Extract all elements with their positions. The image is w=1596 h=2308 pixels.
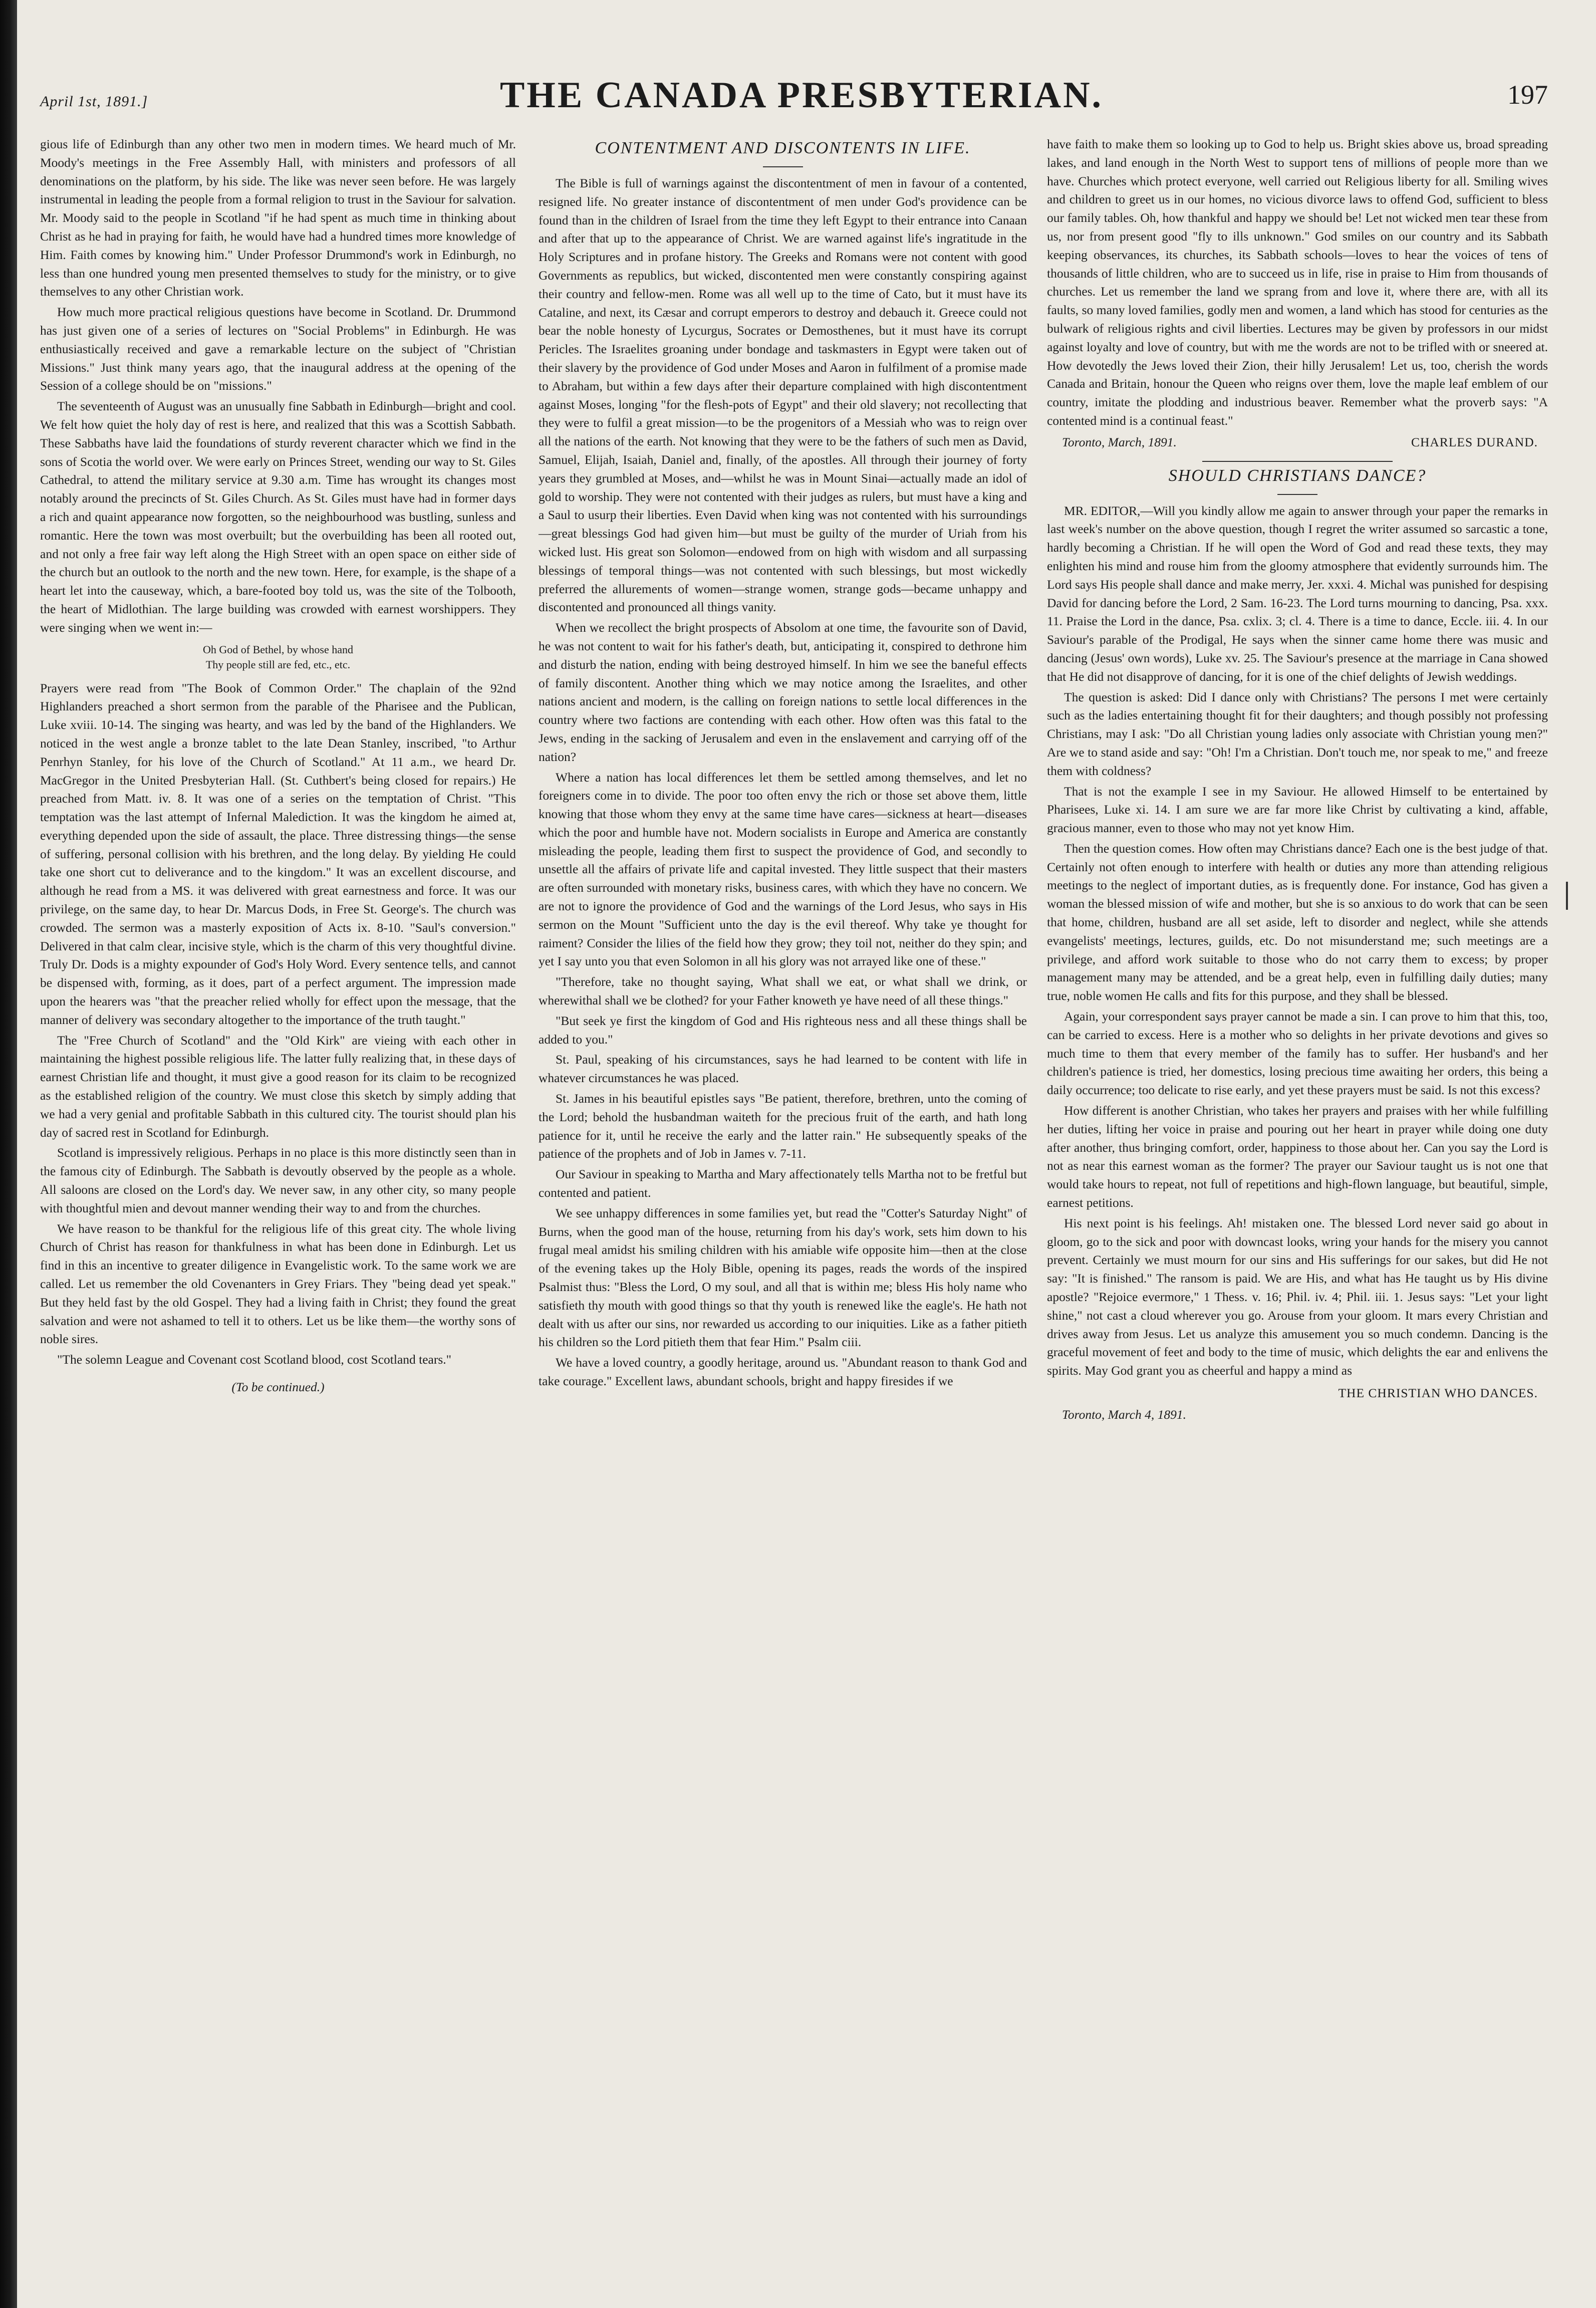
paragraph: We have a loved country, a goodly heritage, around us. "Abundant reason to thank God and take courage." Excellent laws, abundant schools, bright and happy firesides if we bbox=[539, 1355, 1027, 1388]
masthead bbox=[35, 64, 1568, 124]
paragraph: The question is asked: Did I dance only with Christians? The persons I met were certainly such as the ladies entertaining thought fit for their daughters; and though possibly not professing Christians, may I ask: "Do all Christian young ladies only associate with Christian young men?" Are we to stand aside and say: "Oh! I'm a Christian. Don't touch me, nor speak to me," and freeze them with coldness? bbox=[1047, 689, 1548, 778]
paragraph: The "Free Church of Scotland" and the "Old Kirk" are vieing with each other in maintaining the highest possible religious life. The latter fully realizing that, in these days of earnest Christian life and thought, it must give a good reason for its claim to be recognized as the established religion of the country. We must close this sketch by simply adding that we had a very genial and profitable Sabbath in this cultured city. The tourist should plan his day of sacred rest in Scotland for Edinburgh. bbox=[40, 1033, 516, 1140]
scan-edge bbox=[0, 0, 17, 2308]
article-title: SHOULD CHRISTIANS DANCE? bbox=[1168, 466, 1427, 485]
paragraph: St. James in his beautiful epistles says "Be patient, therefore, brethren, unto the coming of the Lord; behold the husbandman waiteth for the precious fruit of the earth, and hath long patience for it, until he receive the early and the latter rain." He subsequently speaks of the patience of the prophets and of Job in James v. 7-11. bbox=[539, 1091, 1027, 1161]
page-number: 197 bbox=[1507, 80, 1548, 110]
article-title: CONTENTMENT AND DISCONTENTS IN LIFE. bbox=[595, 139, 971, 157]
author-signature: CHARLES DURAND. bbox=[1411, 434, 1538, 449]
paragraph: have faith to make them so looking up to God to help us. Bright skies above us, broad spreading lakes, and land enough in the North West to support tens of millions of people more than we have. Churches which protect everyone, well carried out Religious liberty for all. Smiling wives and children to greet us in our homes, no vicious divorce laws to offend God, sufficient to bless our family tables. Oh, how thankful and happy we should be! Let not wicked men tear these from us, nor from present good "fly to ills unknown." God smiles on our country and its Sabbath keeping observances, its churches, its Sabbath schools—loves to hear the voices of tens of thousands of little children, who are to succeed us in life, rise in praise to Him from thousands of churches. Let us remember the land we sprang from and love it, where there are, with all its faults, so many loved families, godly men and women, a land which has stood for centuries as the bulwark of religious rights and civil liberties. Lectures may be given by professors in our midst against loyalty and love of country, but with me the words are not to be trifled with or sneered at. How devotedly the Jews loved their Zion, their hilly Jerusalem! Let us, too, cherish the words Canada and Britain, honour the Queen who reigns over them, love the maple leaf emblem of our country, imitate the plodding and industrious beaver. Remember what the proverb says: "A contented mind is a continual feast." bbox=[1047, 137, 1548, 428]
paragraph: MR. EDITOR,—Will you kindly allow me again to answer through your paper the remarks in last week's number on the above question, though I regret the writer assumed so sarcastic a tone, hardly becoming a Christian. If he will open the Word of God and read these texts, they may enlighten his mind and rouse him from the gloomy atmosphere that evidently surrounds him. The Lord says His people shall dance and make merry, Jer. xxxi. 4. Michal was punished for despising David for dancing before the Lord, 2 Sam. 16-23. The Lord turns mourning to dancing, Psa. xxx. 11. Praise the Lord in the dance, Psa. cxlix. 3; cl. 4. There is a time to dance, Eccle. iii. 4. In our Saviour's parable of the Prodigal, He says when the sinner came home there was music and dancing (Jesus' own words), Luke xv. 25. The Saviour's presence at the marriage in Cana showed that He did not disapprove of dancing, for it is one of the chief delights of Jewish weddings. bbox=[1047, 503, 1548, 684]
paragraph: Our Saviour in speaking to Martha and Mary affectionately tells Martha not to be fretful but contented and patient. bbox=[539, 1167, 1027, 1200]
paragraph: We see unhappy differences in some families yet, but read the "Cotter's Saturday Night" of Burns, when the good man of the house, returning from his day's work, sets him down to his frugal meal amidst his smiling children with his amiable wife opposite him—then at the close of the evening takes up the Holy Bible, opening its pages, reads the words of the inspired Psalmist thus: "Bless the Lord, O my soul, and all that is within me; bless His holy name who satisfieth thy mouth with good things so that thy youth is renewed like the eagle's. He hath not dealt with us after our sins, nor rewarded us according to our iniquities. Like as a father pitieth his children so the Lord pitieth them that fear Him." Psalm ciii. bbox=[539, 1205, 1027, 1350]
author-signature: THE CHRISTIAN WHO DANCES. bbox=[1338, 1386, 1538, 1400]
paragraph: Again, your correspondent says prayer cannot be made a sin. I can prove to him that this, too, can be carried to excess. Here is a mother who so delights in her private devotions and gives so much time to them that every member of the family has to suffer. Her husband's and her children's patience is tried, her domestics, losing precious time awaiting her orders, this being a daily occurrence; too delicate to rise early, and yet these prayers must be said. Is not this excess? bbox=[1047, 1009, 1548, 1098]
issue-date: April 1st, 1891.] bbox=[40, 93, 148, 110]
paragraph: How different is another Christian, who takes her prayers and praises with her while fulfilling her duties, lifting her voice in praise and pouring out her heart in prayer while doing one duty after another, thus bringing comfort, order, happiness to those about her. Can you say the Lord is not as near this earnest woman as the former? The prayer our Saviour taught us is not one that would take hours to repeat, not full of repetitions and high-flown language, but beautiful, simple, earnest petitions. bbox=[1047, 1103, 1548, 1210]
paragraph: "The solemn League and Covenant cost Scotland blood, cost Scotland tears." bbox=[57, 1352, 452, 1367]
margin-mark bbox=[1566, 882, 1568, 910]
paragraph: We have reason to be thankful for the religious life of this great city. The whole living Church of Christ has reason for thankfulness in what has been done in Edinburgh. Let us find in this an incentive to greater diligence in Evangelistic work. To the same work we are called. Let us remember the old Covenanters in Grey Friars. They "being dead yet speak." But they held fast by the old Gospel. They had a living faith in Christ; they found the great salvation and were not ashamed to tell it to others. Let us be like them—the worthy sons of noble sires. bbox=[40, 1221, 516, 1347]
paragraph: His next point is his feelings. Ah! mistaken one. The blessed Lord never said go about in gloom, go to the sick and poor with downcast looks, wring your hands for the misery you cannot prevent. Certainly we must mourn for our sins and His sufferings for our sakes, but did He not say: "It is finished." The ransom is paid. We are His, and what has He taught us by His divine apostle? "Rejoice evermore," 1 Thess. v. 16; Phil. iv. 4; Phil. iii. 1. Jesus says: "Let your light shine," not cast a cloud wherever you go. Arouse from your gloom. It mars every Christian and drives away from Jesus. Let us analyze this amusement you so much condemn. Dancing is the graceful movement of feet and body to the time of music, which delights the ear and enlivens the spirits. May God grant you as cheerful and happy a mind as bbox=[1047, 1215, 1548, 1378]
paragraph: Then the question comes. How often may Christians dance? Each one is the best judge of that. Certainly not often enough to interfere with health or duties any more than attending religious meetings to the neglect of important duties, as is frequently done. For instance, God has given a woman the blessed mission of wife and mother, but she is so anxious to do work that can be seen that home, children, husband are all set aside, left to disorder and neglect, while she attends evangelists' meetings, lectures, guilds, etc. Do not misunderstand me; such meetings are a privilege, and afford work suitable to those who do not carry them to excess; by proper management many may be attended, and be a great help, even in fulfilling daily duties; many true, noble women He calls and fits for this purpose, and they shall be blessed. bbox=[1047, 841, 1548, 1003]
paragraph: How much more practical religious questions have become in Scotland. Dr. Drummond has just given one of a series of lectures on "Social Problems" in Edinburgh. He was enthusiastically received and gave a remarkable lecture on the subject of "Christian Missions." Just think many years ago, that the inaugural address at the opening of the Session of a college should be on "missions." bbox=[40, 305, 516, 393]
paragraph: Prayers were read from "The Book of Common Order." The chaplain of the 92nd Highlanders preached a short sermon from the parable of the Pharisee and the Publican, Luke xviii. 10-14. The singing was hearty, and was led by the band of the Highlanders. We noticed in the west angle a bronze tablet to the late Dean Stanley, inscribed, "to Arthur Penrhyn Stanley, for his love of the Church of Scotland." At 11 a.m., we heard Dr. MacGregor in the United Presbyterian Hall. (St. Cuthbert's being closed for repairs.) He preached from Matt. iv. 8. It was one of a series on the temptation of Christ. "This temptation was the last attempt of Infernal Malediction. It was the kingdom he aimed at, everything depended upon the side of assault, the place. Three distressing things—the sense of suffering, personal collision with his brethren, and the long delay. By yielding He could take one short cut to deliverance and to the kingdom." It was an excellent discourse, and although he read from a MS. it was delivered with great earnestness and force. It was our privilege, on the same day, to hear Dr. Marcus Dods, in Free St. George's. The church was crowded. The sermon was a masterly exposition of Acts ix. 8-10. "Saul's conversion." Delivered in that calm clear, incisive style, which is the charm of this very thoughtful divine. Truly Dr. Dods is a mighty expounder of God's Holy Word. Every sentence tells, and cannot be dispensed with, forming, as it does, part of a perfect argument. The impression made upon the hearers was "that the preacher relied wholly for effect upon the message, that the manner of delivery was secondary altogether to the importance of the truth taught." bbox=[40, 680, 516, 1027]
paragraph: "Therefore, take no thought saying, What shall we eat, or what shall we drink, or wherewithal shall we be clothed? for your Father knoweth ye have need of all these things." bbox=[539, 974, 1027, 1008]
dateline: Toronto, March 4, 1891. bbox=[1062, 1407, 1186, 1422]
column-1 bbox=[40, 135, 516, 2279]
paragraph: That is not the example I see in my Saviour. He allowed Himself to be entertained by Pharisees, Luke xi. 14. I am sure we are far more like Christ by cultivating a kind, affable, gracious manner, even to those who may not yet know Him. bbox=[1047, 784, 1548, 836]
paragraph: When we recollect the bright prospects of Absolom at one time, the favourite son of David, he was not content to wait for his father's death, but, anticipating it, conspired to dethrone him and disturb the nation, ending with being destroyed himself. In him we see the baneful effects of family discontent. Another thing which we may notice among the Israelites, and other nations ancient and modern, is the calling on foreign nations to settle local differences in the country where two factions are contending with each other. How often was this fatal to the Jews, ending in the sacking of Jerusalem and even in the enslavement and carrying off of the nation? bbox=[539, 620, 1027, 764]
paragraph: gious life of Edinburgh than any other two men in modern times. We heard much of Mr. Moody's meetings in the Free Assembly Hall, with ministers and professors of all denominations on the platform, by his side. The like was never seen before. He was largely instrumental in leading the people from a formal religion to trust in the Saviour for salvation. Mr. Moody said to the people in Scotland "if he had spent as much time in thinking about Christ as he had in praying for faith, he would have had a hundred times more knowledge of Him. Faith comes by knowing him." Under Professor Drummond's work in Edinburgh, no less than one hundred young men presented themselves to study for the ministry, or to give themselves to any other Christian work. bbox=[40, 137, 516, 299]
paragraph: The Bible is full of warnings against the discontentment of men in favour of a contented, resigned life. No greater instance of discontentment of men under God's providence can be found than in the children of Israel from the time they left Egypt to their entrance into Canaan and after that up to the appearance of Christ. We are warned against life's ingratitude in the Holy Scriptures and in profane history. The Greeks and Romans were not content with good Governments as republics, but wicked, discontented men were constantly conspiring against their country and fellow-men. Rome was all well up to the time of Cato, but it must have its Cataline, and next, its Cæsar and corrupt emperors to destroy and debauch it. Greece could not bear the noble honesty of Lycurgus, Socrates or Demosthenes, but it must have its corrupt Pericles. The Israelites groaning under bondage and taskmasters in Egypt were taken out of their slavery by the providence of God under Moses and Aaron in fulfilment of a promise made to Abraham, but within a few days after their departure complained with high discontentment against Moses, longing "for the flesh-pots of Egypt" and their old slavery; not recollecting that they were to fulfil a great mission—to be the progenitors of a Messiah who was to reign over all the nations of the earth. Not knowing that they were to be the fathers of such men as David, Samuel, Elijah, Isaiah, Daniel and, finally, of the apostles. All through their journey of forty years they grumbled at Moses, and—whilst he was in Mount Sinai—actually made an idol of gold to worship. They were not contented with their judges as rulers, but must have a king and a Saul to usurp their liberties. Even David when king was not contented with his surroundings—great blessings God had given him—but must be guilty of the murder of Uriah from his wicked lust. His great son Solomon—endowed from on high with wisdom and all surpassing blessings of temporal things—was not contented with such blessings, but most wickedly preferred the allurements of women—strange women, strange gods—became unhappy and discontented and pronounced all things vanity. bbox=[539, 176, 1027, 615]
paragraph: Scotland is impressively religious. Perhaps in no place is this more distinctly seen than in the famous city of Edinburgh. The Sabbath is devoutly observed by the people as a whole. All saloons are closed on the Lord's day. We never saw, in any other city, so many people with thoughtful mien and devout manner wending their way to and from the churches. bbox=[40, 1145, 516, 1215]
title-rule bbox=[1277, 494, 1317, 495]
column-3 bbox=[1047, 135, 1548, 2279]
hymn-line: Thy people still are fed, etc., etc. bbox=[205, 658, 351, 671]
newspaper-title: THE CANADA PRESBYTERIAN. bbox=[499, 75, 1104, 116]
paragraph: Where a nation has local differences let them be settled among themselves, and let no foreigners come in to divide. The poor too often envy the rich or those set above them, little knowing that those whom they envy at the same time have cares—sickness at heart—diseases which the poor and humble have not. Modern socialists in Europe and America are constantly misleading the people, leading them first to suspect the providence of God, and secondly to unsettle all the affairs of private life and capital invested. They little suspect that their masters are often surrounded with monetary risks, business cares, with which they have no concern. We are not to ignore the providence of God and the warnings of the Lord Jesus, who says in His sermon on the Mount "Sufficient unto the day is the evil thereof. Why take ye thought for raiment? Consider the lilies of the field how they grow; they toil not, neither do they spin; and yet I say unto you that even Solomon in all his glory was not arrayed like one of these." bbox=[539, 770, 1027, 969]
dateline: Toronto, March, 1891. bbox=[1062, 434, 1177, 449]
paragraph: The seventeenth of August was an unusually fine Sabbath in Edinburgh—bright and cool. We felt how quiet the holy day of rest is here, and realized that this was a Scottish Sabbath. These Sabbaths have laid the foundations of sturdy reverent character which we find in the sons of Scotia the world over. We were early on Princes Street, wending our way to St. Giles Cathedral, to attend the military service at 9.30 a.m. Time has wrought its changes most notably around the precincts of St. Giles Church. As St. Giles must have had in former days a rich and quaint appearance now forgotten, so the neighbourhood was bustling, sunless and romantic. Here the town was most overbuilt; but the overbuilding has been all rooted out, and not only a free fair way left along the High Street with an open space on either side of the church but an outlook to the north and the new town. Here, for example, is the shape of a heart let into the causeway, which, a bare-footed boy told us, was the site of the Tolbooth, the heart of Midlothian. The large building was crowded with earnest worshippers. They were singing when we went in:— bbox=[40, 399, 516, 635]
paragraph: St. Paul, speaking of his circumstances, says he had learned to be content with life in whatever circumstances he was placed. bbox=[539, 1052, 1027, 1086]
article-divider bbox=[1202, 461, 1393, 462]
hymn-quote bbox=[40, 642, 516, 672]
paragraph: "But seek ye first the kingdom of God and His righteous ness and all these things shall be added to you." bbox=[539, 1013, 1027, 1047]
column-2 bbox=[539, 135, 1027, 2279]
continued-note: (To be continued.) bbox=[231, 1380, 325, 1394]
title-rule bbox=[763, 166, 803, 167]
hymn-line: Oh God of Bethel, by whose hand bbox=[202, 643, 353, 656]
signature-line bbox=[1047, 433, 1548, 452]
